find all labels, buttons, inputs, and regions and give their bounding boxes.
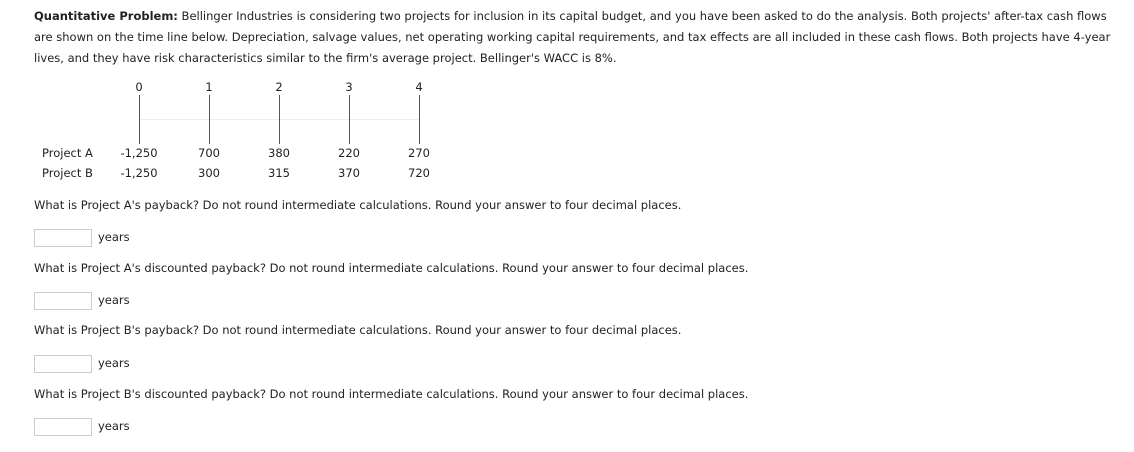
period-label-1: 1	[205, 80, 213, 94]
project-b-discounted-payback-input[interactable]	[34, 418, 92, 436]
problem-heading: Quantitative Problem:	[34, 9, 178, 23]
period-label-2: 2	[275, 80, 283, 94]
timeline-tick	[419, 95, 420, 144]
project-a-cf-3: 220	[338, 146, 360, 160]
project-a-cf-2: 380	[268, 146, 290, 160]
project-b-payback-input[interactable]	[34, 355, 92, 373]
project-a-payback-input[interactable]	[34, 229, 92, 247]
project-b-label: Project B	[42, 166, 93, 180]
question-a-discounted-payback: What is Project A's discounted payback? Do not round intermediate calculations. Round your answer to four decimal places.	[34, 261, 749, 275]
question-b-payback: What is Project B's payback? Do not round intermediate calculations. Round your answer to four decimal places.	[34, 323, 682, 337]
period-label-0: 0	[135, 80, 143, 94]
units-label: years	[98, 293, 130, 307]
period-label-4: 4	[415, 80, 423, 94]
project-a-cf-1: 700	[198, 146, 220, 160]
units-label: years	[98, 230, 130, 244]
timeline-tick	[139, 95, 140, 144]
period-label-3: 3	[345, 80, 353, 94]
project-b-cf-3: 370	[338, 166, 360, 180]
project-b-cf-4: 720	[408, 166, 430, 180]
timeline-tick	[279, 95, 280, 144]
project-a-discounted-payback-input[interactable]	[34, 292, 92, 310]
units-label: years	[98, 356, 130, 370]
timeline-tick	[349, 95, 350, 144]
cash-flow-timeline	[0, 0, 1134, 190]
question-b-discounted-payback: What is Project B's discounted payback? Do not round intermediate calculations. Round your answer to four decimal places.	[34, 387, 749, 401]
timeline-tick	[209, 95, 210, 144]
problem-text: Bellinger Industries is considering two projects for inclusion in its capital budget, and you have been asked to do the analysis. Both projects' after-tax cash flows are shown on the time line below. Depreciation, salvage values, net operating working capital requirements, and tax effects are all included in these cash flows. Both projects have 4-year lives, and they have risk characteristics similar to the firm's average project. Bellinger's WACC is 8%.	[34, 9, 1111, 65]
question-a-payback: What is Project A's payback? Do not round intermediate calculations. Round your answer to four decimal places.	[34, 198, 682, 212]
project-b-cf-0: -1,250	[120, 166, 158, 180]
project-a-cf-0: -1,250	[120, 146, 158, 160]
project-b-cf-1: 300	[198, 166, 220, 180]
project-b-cf-2: 315	[268, 166, 290, 180]
project-a-label: Project A	[42, 146, 93, 160]
units-label: years	[98, 419, 130, 433]
project-a-cf-4: 270	[408, 146, 430, 160]
